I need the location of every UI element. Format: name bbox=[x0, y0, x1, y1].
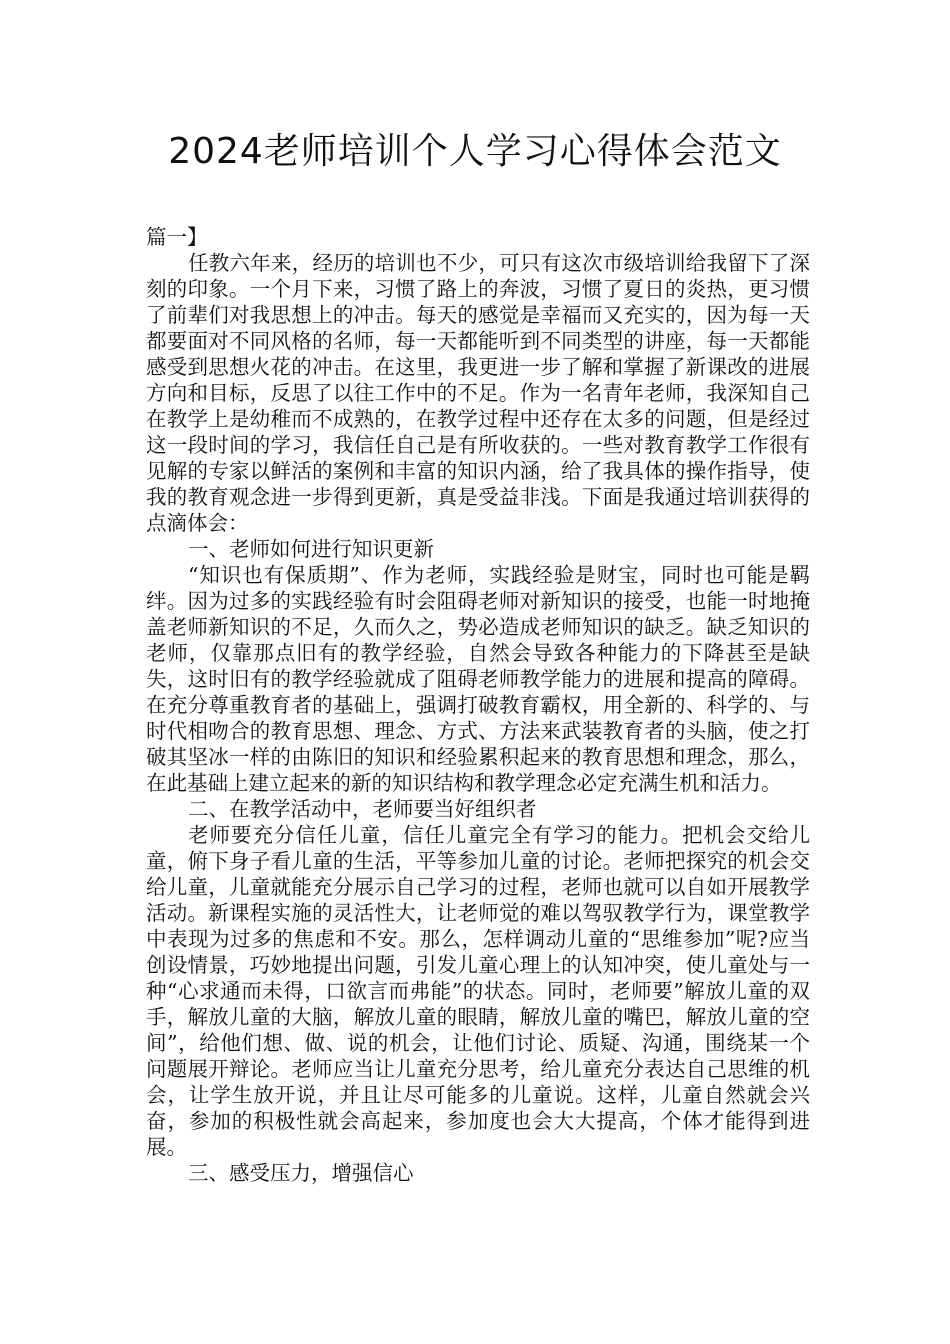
paragraph-2: 老师要充分信任儿童，信任儿童完全有学习的能力。把机会交给儿童，俯下身子看儿童的生活，平等参加儿童的讨论。老师把探究的机会交给儿童，儿童就能充分展示自己学习的过程，老师也就可以自如开展教学活动。新课程实施的灵活性大，让老师觉的难以驾驭教学行为，课堂教学中表现为过多的焦虑和不安。那么，怎样调动儿童的“思维参加”呢?应当创设情景，巧妙地提出问题，引发儿童心理上的认知冲突，使儿童处与一种“心求通而未得，口欲言而弗能”的状态。同时，老师要”解放儿童的双手，解放儿童的大脑，解放儿童的眼睛，解放儿童的嘴巴，解放儿童的空间”，给他们想、做、说的机会，让他们讨论、质疑、沟通，围绕某一个问题展开辩论。老师应当让儿童充分思考，给儿童充分表达自己思维的机会，让学生放开说，并且让尽可能多的儿童说。这样，儿童自然就会兴奋，参加的积极性就会高起来，参加度也会大大提高，个体才能得到进展。 bbox=[146, 823, 810, 1159]
section-heading-2: 二、在教学活动中，老师要当好组织者 bbox=[188, 797, 537, 821]
document-title: 2024老师培训个人学习心得体会范文 bbox=[168, 131, 782, 172]
intro-paragraph: 任教六年来，经历的培训也不少，可只有这次市级培训给我留下了深刻的印象。一个月下来，习惯了路上的奔波，习惯了夏日的炎热，更习惯了前辈们对我思想上的冲击。每天的感觉是幸福而又充实的，因为每一天都要面对不同风格的名师，每一天都能听到不同类型的讲座，每一天都能感受到思想火花的冲击。在这里，我更进一步了解和掌握了新课改的进展方向和目标，反思了以往工作中的不足。作为一名青年老师，我深知自己在教学上是幼稚而不成熟的，在教学过程中还存在太多的问题，但是经过这一段时间的学习，我信任自己是有所收获的。一些对教育教学工作很有见解的专家以鲜活的案例和丰富的知识内涵，给了我具体的操作指导，使我的教育观念进一步得到更新，真是受益非浅。下面是我通过培训获得的点滴体会： bbox=[146, 251, 810, 535]
section-heading-3: 三、感受压力，增强信心 bbox=[188, 1161, 414, 1185]
section-heading-1: 一、老师如何进行知识更新 bbox=[188, 537, 434, 561]
document-body bbox=[146, 224, 810, 1186]
section-label: 篇一】 bbox=[146, 225, 208, 249]
paragraph-1: “知识也有保质期”、作为老师，实践经验是财宝，同时也可能是羁绊。因为过多的实践经验有时会阻碍老师对新知识的接受，也能一时地掩盖老师新知识的不足，久而久之，势必造成老师知识的缺乏。缺乏知识的老师，仅靠那点旧有的教学经验，自然会导致各种能力的下降甚至是缺失，这时旧有的教学经验就成了阻碍老师教学能力的进展和提高的障碍。在充分尊重教育者的基础上，强调打破教育霸权，用全新的、科学的、与时代相吻合的教育思想、理念、方式、方法来武装教育者的头脑，使之打破其坚冰一样的由陈旧的知识和经验累积起来的教育思想和理念，那么，在此基础上建立起来的新的知识结构和教学理念必定充满生机和活力。 bbox=[146, 563, 810, 795]
